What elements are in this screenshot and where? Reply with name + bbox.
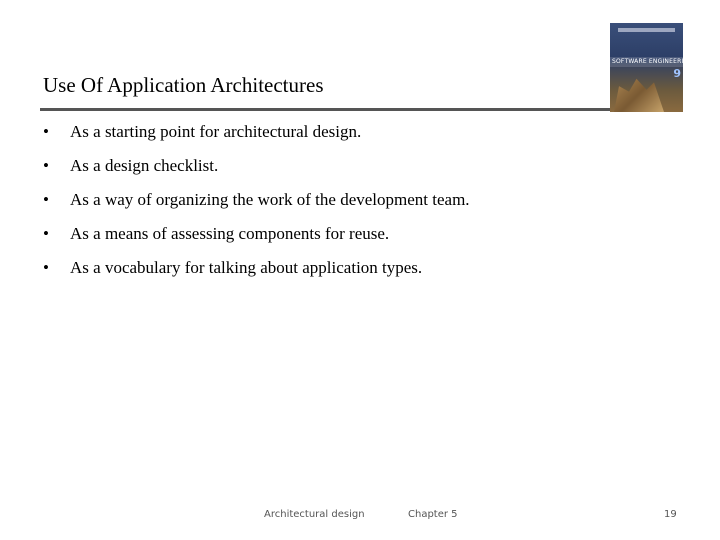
cover-author-bar (618, 28, 675, 32)
book-cover-image (610, 23, 693, 112)
cover-title: SOFTWARE ENGINEERING (612, 58, 693, 65)
bullet-text: As a vocabulary for talking about application types. (70, 258, 423, 277)
page-number: 19 (664, 509, 677, 520)
bullet-text: As a starting point for architectural design. (70, 122, 362, 141)
bullet-text: As a design checklist. (70, 156, 219, 175)
footer-section-title: Architectural design (264, 509, 365, 520)
bullet-icon: • (43, 224, 49, 243)
footer-chapter: Chapter 5 (408, 509, 458, 520)
bullet-icon: • (43, 258, 49, 277)
bullet-icon: • (43, 122, 49, 141)
slide-title: Use Of Application Architectures (43, 73, 324, 97)
bullet-text: As a way of organizing the work of the development team. (70, 190, 470, 209)
cover-edition: 9 (673, 67, 681, 80)
title-divider (40, 108, 682, 111)
cover-building-graphic (614, 75, 664, 112)
bullet-text: As a means of assessing components for reuse. (70, 224, 390, 243)
bullet-icon: • (43, 190, 49, 209)
bullet-icon: • (43, 156, 49, 175)
